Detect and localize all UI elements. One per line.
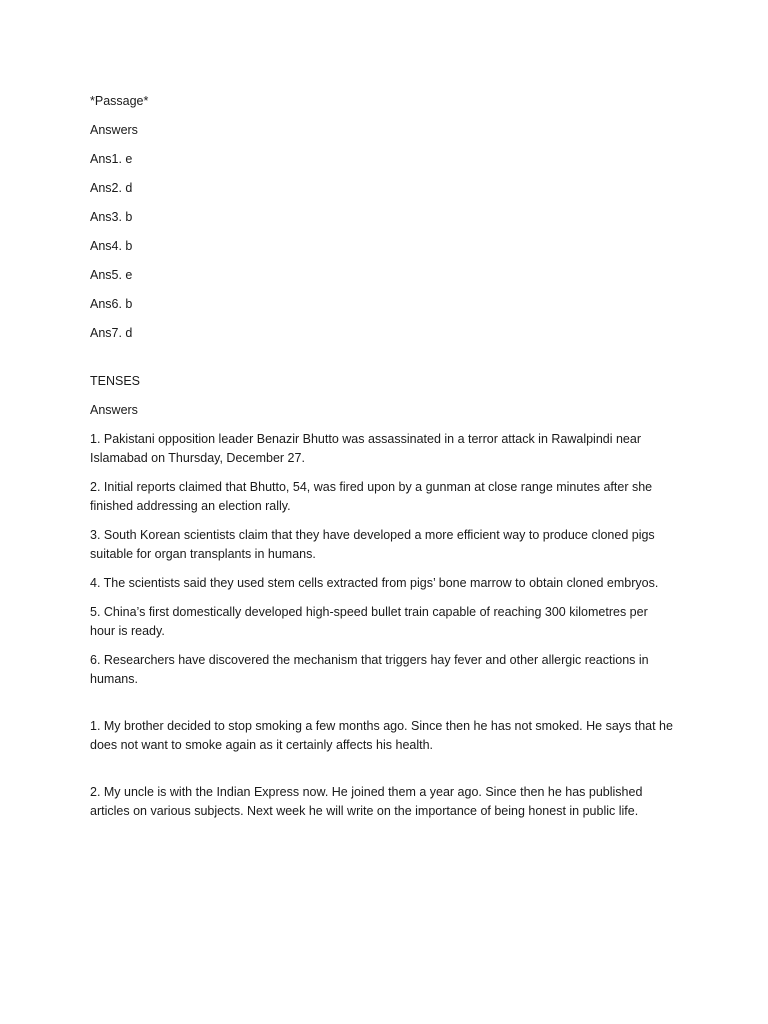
passage-answer-4: Ans4. b	[90, 239, 133, 253]
passage-answer-6: Ans6. b	[90, 297, 133, 311]
paragraph-spacer	[90, 765, 680, 783]
passage-answers-label: Answers	[90, 123, 138, 137]
passage-heading: *Passage*	[90, 94, 149, 108]
passage-answer-7: Ans7. d	[90, 326, 133, 340]
passage-answer-3: Ans3. b	[90, 210, 133, 224]
passage-answer-1: Ans1. e	[90, 152, 133, 166]
paragraph-spacer	[90, 699, 680, 717]
tenses-item-6: 6. Researchers have discovered the mechanism that triggers hay fever and other allergic reactions in humans.	[90, 653, 649, 686]
tenses-answers-label: Answers	[90, 403, 138, 417]
tenses-item-1: 1. Pakistani opposition leader Benazir Bhutto was assassinated in a terror attack in Rawalpindi near Islamabad on Thursday, December 27.	[90, 432, 642, 465]
passage-answer-2: Ans2. d	[90, 181, 133, 195]
document-content	[90, 92, 680, 831]
tenses-heading: TENSES	[90, 374, 141, 388]
tenses-item-3: 3. South Korean scientists claim that they have developed a more efficient way to produce cloned pigs suitable for organ transplants in humans.	[90, 528, 655, 561]
tenses-item-4: 4. The scientists said they used stem cells extracted from pigs’ bone marrow to obtain cloned embryos.	[90, 576, 659, 590]
section-spacer	[90, 353, 680, 372]
tenses-item-5: 5. China’s first domestically developed high-speed bullet train capable of reaching 300 kilometres per hour is ready.	[90, 605, 648, 638]
passage-answer-5: Ans5. e	[90, 268, 133, 282]
paragraph-2: 2. My uncle is with the Indian Express now. He joined them a year ago. Since then he has published articles on various subjects. Next week he will write on the importance of being honest in public life.	[90, 785, 643, 818]
tenses-item-2: 2. Initial reports claimed that Bhutto, 54, was fired upon by a gunman at close range minutes after she finished addressing an election rally.	[90, 480, 653, 513]
paragraph-1: 1. My brother decided to stop smoking a few months ago. Since then he has not smoked. He says that he does not want to smoke again as it certainly affects his health.	[90, 719, 673, 752]
